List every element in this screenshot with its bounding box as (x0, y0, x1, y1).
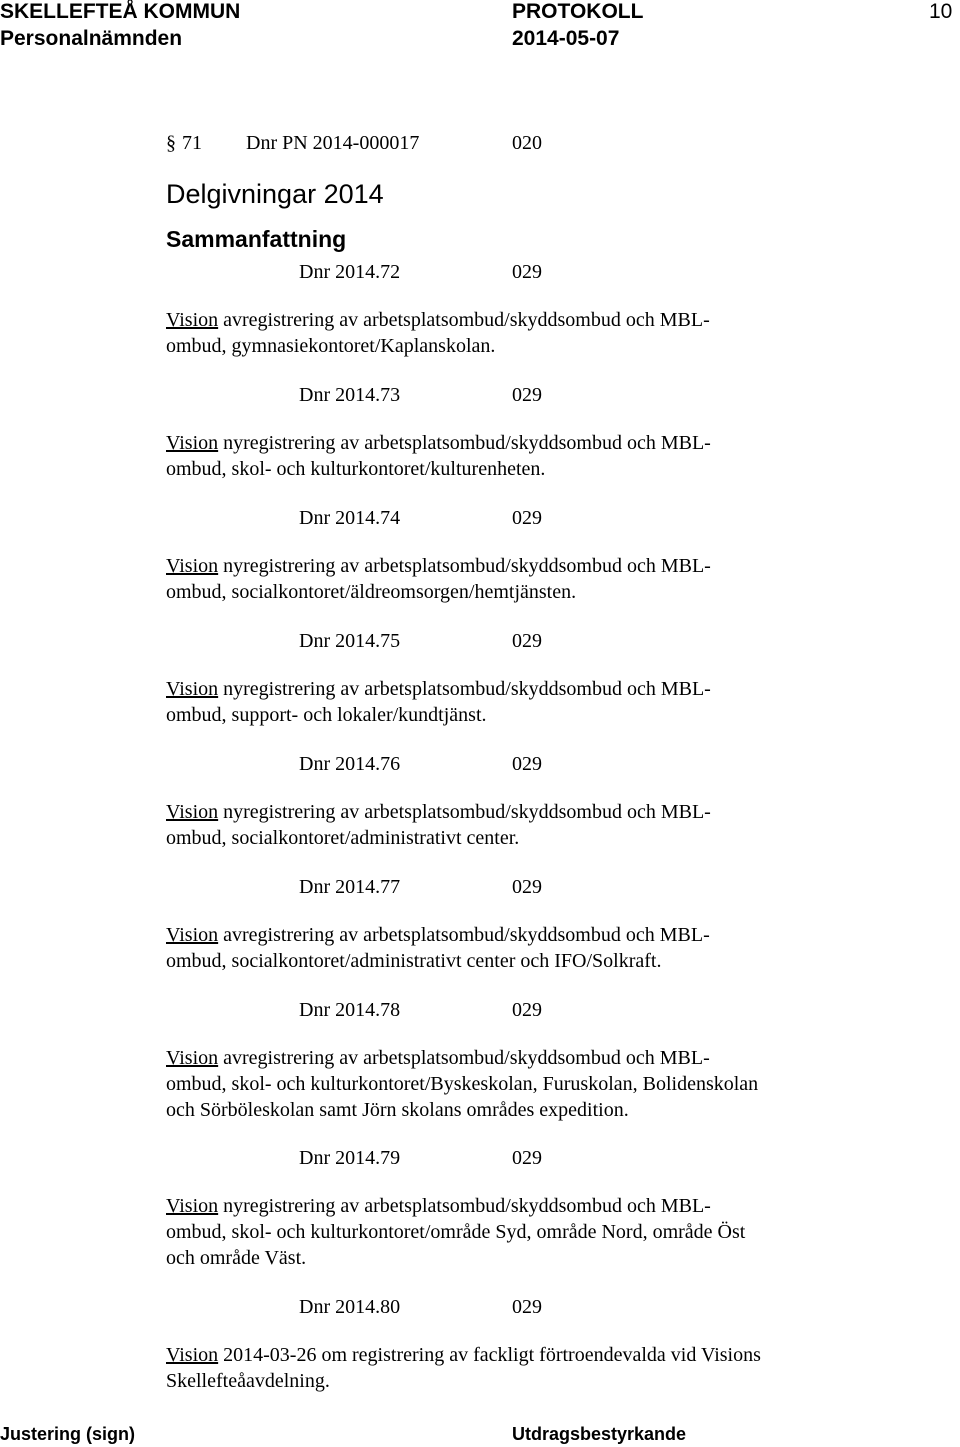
entry-line: ombud, socialkontoret/äldreomsorgen/hemtjänsten. (166, 581, 577, 603)
entry-text (166, 430, 856, 482)
entry-text (166, 307, 856, 359)
vision-link: Vision (166, 432, 219, 454)
entry-line-text: avregistrering av arbetsplatsombud/skyddsombud och MBL- (218, 924, 710, 946)
entry-dnr: Dnr 2014.78 (299, 999, 401, 1021)
header-org: SKELLEFTEÅ KOMMUN (0, 0, 241, 23)
entry-code: 029 (512, 384, 542, 406)
entry-code: 029 (512, 999, 542, 1021)
paragraph-number: 71 (182, 132, 202, 154)
entry-line-text: nyregistrering av arbetsplatsombud/skyddsombud och MBL- (218, 1195, 711, 1217)
entry-line (166, 430, 856, 456)
entry-dnr: Dnr 2014.75 (299, 630, 401, 652)
entry-text (166, 676, 856, 728)
entry-code: 029 (512, 507, 542, 529)
entry-line-text: nyregistrering av arbetsplatsombud/skyddsombud och MBL- (218, 801, 711, 823)
entry-text (166, 799, 856, 851)
entry-line (166, 553, 856, 579)
entry-line (166, 922, 856, 948)
vision-link: Vision (166, 678, 219, 700)
entry-line-text: nyregistrering av arbetsplatsombud/skyddsombud och MBL- (218, 678, 711, 700)
entry-line (166, 1342, 856, 1368)
page-number: 10 (929, 0, 953, 23)
entry-line: ombud, gymnasiekontoret/Kaplanskolan. (166, 335, 496, 357)
footer-justering: Justering (sign) (0, 1424, 136, 1444)
entry-line-text: 2014-03-26 om registrering av fackligt förtroendevalda vid Visions (218, 1344, 761, 1366)
entry-line (166, 1193, 856, 1219)
entry-line: ombud, support- och lokaler/kundtjänst. (166, 704, 487, 726)
entry-line-text: nyregistrering av arbetsplatsombud/skyddsombud och MBL- (218, 555, 711, 577)
entry-code: 029 (512, 1296, 542, 1318)
entry-dnr: Dnr 2014.80 (299, 1296, 401, 1318)
entry-line (166, 676, 856, 702)
header-doc-type: PROTOKOLL (512, 0, 644, 23)
entry-dnr: Dnr 2014.72 (299, 261, 401, 283)
footer-utdragsbestyrkande: Utdragsbestyrkande (512, 1424, 687, 1444)
entry-text (166, 553, 856, 605)
entry-code: 029 (512, 753, 542, 775)
entry-line: ombud, skol- och kulturkontoret/Byskeskolan, Furuskolan, Bolidenskolan (166, 1073, 759, 1095)
entry-line (166, 307, 856, 333)
vision-link: Vision (166, 924, 219, 946)
entry-text (166, 1045, 856, 1123)
paragraph-symbol: § (166, 132, 176, 154)
entry-text (166, 922, 856, 974)
header-date: 2014-05-07 (512, 27, 620, 50)
entry-line (166, 1045, 856, 1071)
entry-line-text: avregistrering av arbetsplatsombud/skyddsombud och MBL- (218, 1047, 710, 1069)
section-code: 020 (512, 132, 542, 154)
vision-link: Vision (166, 555, 219, 577)
entry-line-text: avregistrering av arbetsplatsombud/skyddsombud och MBL- (218, 309, 710, 331)
header-board: Personalnämnden (0, 27, 183, 50)
entry-line: Skellefteåavdelning. (166, 1370, 330, 1392)
entry-line: och område Väst. (166, 1247, 307, 1269)
entry-line (166, 799, 856, 825)
entry-line-text: nyregistrering av arbetsplatsombud/skyddsombud och MBL- (218, 432, 711, 454)
entry-code: 029 (512, 630, 542, 652)
section-dnr: Dnr PN 2014-000017 (246, 132, 420, 154)
entry-text (166, 1193, 856, 1271)
entry-text (166, 1342, 856, 1394)
entry-dnr: Dnr 2014.79 (299, 1147, 401, 1169)
vision-link: Vision (166, 1047, 219, 1069)
section-subtitle: Sammanfattning (166, 226, 347, 252)
entry-code: 029 (512, 876, 542, 898)
vision-link: Vision (166, 801, 219, 823)
entry-dnr: Dnr 2014.73 (299, 384, 401, 406)
entry-dnr: Dnr 2014.76 (299, 753, 401, 775)
entry-line: och Sörböleskolan samt Jörn skolans områdes expedition. (166, 1099, 629, 1121)
entry-code: 029 (512, 1147, 542, 1169)
entry-line: ombud, skol- och kulturkontoret/kulturenheten. (166, 458, 546, 480)
vision-link: Vision (166, 1344, 219, 1366)
entry-line: ombud, skol- och kulturkontoret/område Syd, område Nord, område Öst (166, 1221, 746, 1243)
vision-link: Vision (166, 1195, 219, 1217)
entry-line: ombud, socialkontoret/administrativt center och IFO/Solkraft. (166, 950, 662, 972)
vision-link: Vision (166, 309, 219, 331)
entry-line: ombud, socialkontoret/administrativt center. (166, 827, 520, 849)
entry-dnr: Dnr 2014.74 (299, 507, 401, 529)
section-title: Delgivningar 2014 (166, 179, 384, 209)
entry-dnr: Dnr 2014.77 (299, 876, 401, 898)
entry-code: 029 (512, 261, 542, 283)
